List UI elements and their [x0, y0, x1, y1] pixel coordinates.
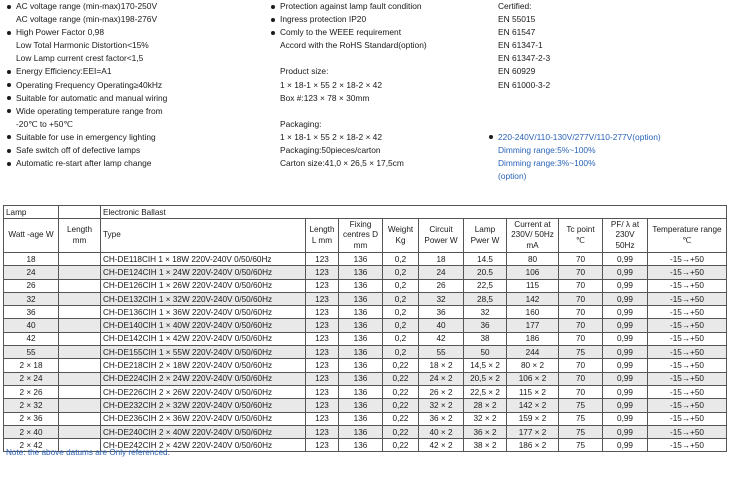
table-row — [4, 253, 727, 266]
feature-item: Energy Efficiency:EEI=A1 — [6, 65, 266, 78]
cell-circuit-power: 24 × 2 — [419, 372, 464, 385]
cell-type: CH-DE224CIH 2 × 24W 220V-240V 0/50/60Hz — [101, 372, 306, 385]
cell-weight: 0,2 — [383, 332, 419, 345]
cell-lamp-power: 36 — [464, 319, 507, 332]
cell-type: CH-DE218CIH 2 × 18W 220V-240V 0/50/60Hz — [101, 359, 306, 372]
cell-lamp-length — [59, 253, 101, 266]
cell-fixing: 136 — [339, 332, 383, 345]
cell-length: 123 — [306, 372, 339, 385]
cell-weight: 0,22 — [383, 372, 419, 385]
cell-lamp-power: 20,5 × 2 — [464, 372, 507, 385]
cell-length: 123 — [306, 292, 339, 305]
cell-current: 80 — [507, 253, 559, 266]
cell-current: 160 — [507, 306, 559, 319]
cell-circuit-power: 32 — [419, 292, 464, 305]
cell-type: CH-DE226CIH 2 × 26W 220V-240V 0/50/60Hz — [101, 385, 306, 398]
cell-fixing: 136 — [339, 399, 383, 412]
cell-circuit-power: 18 × 2 — [419, 359, 464, 372]
cell-length: 123 — [306, 425, 339, 438]
cert-item: EN 61347-2-3 — [498, 53, 551, 64]
table-row — [4, 279, 727, 292]
cell-wattage: 24 — [4, 266, 59, 279]
cell-tc-point: 70 — [559, 253, 603, 266]
cell-lamp-power: 36 × 2 — [464, 425, 507, 438]
cell-weight: 0,22 — [383, 399, 419, 412]
cell-lamp-length — [59, 266, 101, 279]
cell-weight: 0,22 — [383, 359, 419, 372]
cell-temp-range: -15→+50 — [648, 385, 727, 398]
cell-tc-point: 70 — [559, 292, 603, 305]
cell-fixing: 136 — [339, 359, 383, 372]
product-size-box: Box #:123 × 78 × 30mm — [280, 92, 370, 103]
cell-tc-point: 70 — [559, 279, 603, 292]
cell-weight: 0,2 — [383, 279, 419, 292]
cell-tc-point: 70 — [559, 385, 603, 398]
cell-fixing: 136 — [339, 385, 383, 398]
product-size-label: Product size: — [280, 66, 329, 77]
cell-lamp-length — [59, 385, 101, 398]
cell-temp-range: -15→+50 — [648, 399, 727, 412]
cell-lamp-length — [59, 319, 101, 332]
carton-size: Carton size:41,0 × 26,5 × 17,5cm — [280, 158, 404, 169]
cell-type: CH-DE232CIH 2 × 32W 220V-240V 0/50/60Hz — [101, 399, 306, 412]
cell-fixing: 136 — [339, 439, 383, 452]
cell-circuit-power: 32 × 2 — [419, 399, 464, 412]
cell-lamp-power: 22,5 — [464, 279, 507, 292]
cell-circuit-power: 26 — [419, 279, 464, 292]
cell-type: CH-DE132CIH 1 × 32W 220V-240V 0/50/60Hz — [101, 292, 306, 305]
certified-list — [488, 13, 728, 92]
cell-length: 123 — [306, 332, 339, 345]
certified-label: Certified: — [498, 1, 532, 11]
cell-pf: 0,99 — [603, 346, 648, 359]
cell-pf: 0,99 — [603, 412, 648, 425]
lamp-group-header: Lamp — [4, 206, 59, 219]
col-tc-point: Tc point ℃ — [559, 219, 603, 253]
cert-item: EN 61547 — [498, 27, 536, 38]
product-info — [270, 0, 490, 170]
cell-tc-point: 75 — [559, 346, 603, 359]
cell-type: CH-DE236CIH 2 × 36W 220V-240V 0/50/60Hz — [101, 412, 306, 425]
col-weight: Weight Kg — [383, 219, 419, 253]
feature-item: High Power Factor 0,98 — [6, 26, 266, 39]
table-row — [4, 425, 727, 438]
table-row — [4, 266, 727, 279]
rohs-text: Accord with the RoHS Standard(option) — [280, 40, 427, 51]
cell-length: 123 — [306, 399, 339, 412]
cell-type: CH-DE240CIH 2 × 40W 220V-240V 0/50/60Hz — [101, 425, 306, 438]
cell-pf: 0,99 — [603, 292, 648, 305]
cell-temp-range: -15→+50 — [648, 346, 727, 359]
cell-circuit-power: 40 × 2 — [419, 425, 464, 438]
cert-item: EN 61347-1 — [498, 40, 543, 51]
cell-fixing: 136 — [339, 372, 383, 385]
cell-pf: 0,99 — [603, 359, 648, 372]
dimming-option: (option) — [498, 171, 527, 182]
feature-item: Low Lamp current crest factor<1,5 — [16, 53, 144, 64]
cell-wattage: 18 — [4, 253, 59, 266]
table-row — [4, 292, 727, 305]
col-temp-range: Temperature range ℃ — [648, 219, 727, 253]
table-row — [4, 346, 727, 359]
cell-pf: 0,99 — [603, 253, 648, 266]
cell-fixing: 136 — [339, 346, 383, 359]
col-pf: PF/ λ at 230V 50Hz — [603, 219, 648, 253]
cell-wattage: 55 — [4, 346, 59, 359]
cell-type: CH-DE142CIH 1 × 42W 220V-240V 0/50/60Hz — [101, 332, 306, 345]
cell-lamp-length — [59, 332, 101, 345]
product-size-range: 1 × 18-1 × 55 2 × 18-2 × 42 — [280, 79, 382, 90]
col-circuit-power: Circuit Power W — [419, 219, 464, 253]
cell-lamp-power: 14.5 — [464, 253, 507, 266]
cell-temp-range: -15→+50 — [648, 412, 727, 425]
protection-text: Protection against lamp fault condition — [270, 0, 490, 13]
ballast-group-header: Electronic Ballast — [101, 206, 727, 219]
cell-lamp-length — [59, 306, 101, 319]
col-lamp-power: Lamp Pwer W — [464, 219, 507, 253]
cell-current: 177 — [507, 319, 559, 332]
cell-tc-point: 70 — [559, 266, 603, 279]
cell-fixing: 136 — [339, 306, 383, 319]
cell-current: 115 × 2 — [507, 385, 559, 398]
voltage-option: 220-240V/110-130V/277V/110-277V(option) — [488, 131, 728, 144]
cell-tc-point: 70 — [559, 359, 603, 372]
cell-lamp-power: 28 × 2 — [464, 399, 507, 412]
cell-pf: 0,99 — [603, 332, 648, 345]
cell-fixing: 136 — [339, 319, 383, 332]
table-row — [4, 306, 727, 319]
cell-fixing: 136 — [339, 253, 383, 266]
cell-current: 106 × 2 — [507, 372, 559, 385]
cell-pf: 0,99 — [603, 399, 648, 412]
cell-pf: 0,99 — [603, 266, 648, 279]
cell-length: 123 — [306, 385, 339, 398]
feature-item: Low Total Harmonic Distortion<15% — [16, 40, 149, 51]
cell-tc-point: 70 — [559, 372, 603, 385]
cell-current: 159 × 2 — [507, 412, 559, 425]
cell-lamp-power: 32 — [464, 306, 507, 319]
ingress-text: Ingress protection IP20 — [270, 13, 490, 26]
cell-pf: 0,99 — [603, 319, 648, 332]
cell-lamp-power: 38 — [464, 332, 507, 345]
cell-circuit-power: 18 — [419, 253, 464, 266]
cell-lamp-length — [59, 359, 101, 372]
cell-tc-point: 70 — [559, 332, 603, 345]
cert-item: EN 61000-3-2 — [498, 79, 551, 90]
cell-current: 244 — [507, 346, 559, 359]
packaging-pieces: Packaging:50pieces/carton — [280, 145, 381, 156]
certification-info — [488, 0, 728, 183]
cell-tc-point: 75 — [559, 425, 603, 438]
cell-lamp-power: 38 × 2 — [464, 439, 507, 452]
cell-pf: 0,99 — [603, 372, 648, 385]
cell-circuit-power: 55 — [419, 346, 464, 359]
cell-lamp-power: 22,5 × 2 — [464, 385, 507, 398]
cell-length: 123 — [306, 319, 339, 332]
cell-weight: 0,22 — [383, 425, 419, 438]
cell-lamp-power: 50 — [464, 346, 507, 359]
cell-type: CH-DE136CIH 1 × 36W 220V-240V 0/50/60Hz — [101, 306, 306, 319]
spec-table — [3, 205, 727, 452]
cell-length: 123 — [306, 439, 339, 452]
cell-lamp-length — [59, 346, 101, 359]
cell-type: CH-DE126CIH 1 × 26W 220V-240V 0/50/60Hz — [101, 279, 306, 292]
feature-item: Automatic re-start after lamp change — [6, 157, 266, 170]
cell-tc-point: 70 — [559, 306, 603, 319]
cell-tc-point: 75 — [559, 399, 603, 412]
feature-item: -20℃ to +50℃ — [16, 118, 73, 129]
weee-text: Comly to the WEEE requirement — [270, 26, 490, 39]
feature-list — [6, 0, 266, 170]
cell-type: CH-DE118CIH 1 × 18W 220V-240V 0/50/60Hz — [101, 253, 306, 266]
cell-weight: 0,22 — [383, 439, 419, 452]
cell-temp-range: -15→+50 — [648, 279, 727, 292]
cell-temp-range: -15→+50 — [648, 266, 727, 279]
cell-fixing: 136 — [339, 279, 383, 292]
cell-length: 123 — [306, 266, 339, 279]
cell-lamp-length — [59, 372, 101, 385]
cell-length: 123 — [306, 253, 339, 266]
cell-temp-range: -15→+50 — [648, 359, 727, 372]
cell-fixing: 136 — [339, 266, 383, 279]
dimming-range-1: Dimming range:5%~100% — [498, 145, 596, 156]
cell-wattage: 2 × 36 — [4, 412, 59, 425]
feature-item: AC voltage range (min-max)198-276V — [16, 14, 158, 25]
cell-temp-range: -15→+50 — [648, 372, 727, 385]
cell-pf: 0,99 — [603, 425, 648, 438]
cell-wattage: 2 × 40 — [4, 425, 59, 438]
cell-current: 142 × 2 — [507, 399, 559, 412]
cell-fixing: 136 — [339, 412, 383, 425]
cell-tc-point: 70 — [559, 319, 603, 332]
cell-temp-range: -15→+50 — [648, 425, 727, 438]
cell-wattage: 2 × 26 — [4, 385, 59, 398]
cell-current: 80 × 2 — [507, 359, 559, 372]
cell-wattage: 42 — [4, 332, 59, 345]
cell-current: 106 — [507, 266, 559, 279]
col-length: Length L mm — [306, 219, 339, 253]
cell-temp-range: -15→+50 — [648, 253, 727, 266]
cell-circuit-power: 42 — [419, 332, 464, 345]
cell-length: 123 — [306, 279, 339, 292]
feature-item: Wide operating temperature range from — [6, 105, 266, 118]
dimming-range-2: Dimming range:3%~100% — [498, 158, 596, 169]
cell-tc-point: 75 — [559, 412, 603, 425]
cell-pf: 0,99 — [603, 439, 648, 452]
cell-lamp-power: 28,5 — [464, 292, 507, 305]
cell-wattage: 36 — [4, 306, 59, 319]
cell-wattage: 32 — [4, 292, 59, 305]
cell-circuit-power: 24 — [419, 266, 464, 279]
feature-item: Safe switch off of defective lamps — [6, 144, 266, 157]
cert-item: EN 55015 — [498, 14, 536, 25]
cell-lamp-length — [59, 412, 101, 425]
col-type: Type — [101, 219, 306, 253]
cell-length: 123 — [306, 359, 339, 372]
cell-current: 142 — [507, 292, 559, 305]
cell-weight: 0,22 — [383, 412, 419, 425]
cell-current: 186 — [507, 332, 559, 345]
table-row — [4, 385, 727, 398]
cell-tc-point: 75 — [559, 439, 603, 452]
table-row — [4, 359, 727, 372]
cell-type: CH-DE124CIH 1 × 24W 220V-240V 0/50/60Hz — [101, 266, 306, 279]
table-row — [4, 372, 727, 385]
cell-type: CH-DE242CIH 2 × 42W 220V-240V 0/50/60Hz — [101, 439, 306, 452]
cell-current: 186 × 2 — [507, 439, 559, 452]
col-lamp-length: Length mm — [59, 219, 101, 253]
cell-fixing: 136 — [339, 292, 383, 305]
cell-wattage: 26 — [4, 279, 59, 292]
cell-weight: 0,2 — [383, 292, 419, 305]
cell-lamp-length — [59, 279, 101, 292]
cell-length: 123 — [306, 346, 339, 359]
packaging-range: 1 × 18-1 × 55 2 × 18-2 × 42 — [280, 131, 382, 142]
cell-wattage: 2 × 32 — [4, 399, 59, 412]
cell-weight: 0,2 — [383, 346, 419, 359]
cell-lamp-power: 32 × 2 — [464, 412, 507, 425]
feature-item: AC voltage range (min-max)170-250V — [6, 0, 266, 13]
cell-circuit-power: 42 × 2 — [419, 439, 464, 452]
cell-temp-range: -15→+50 — [648, 306, 727, 319]
cell-length: 123 — [306, 412, 339, 425]
cell-weight: 0,22 — [383, 385, 419, 398]
table-row — [4, 319, 727, 332]
cell-circuit-power: 36 — [419, 306, 464, 319]
cell-weight: 0,2 — [383, 319, 419, 332]
table-row — [4, 412, 727, 425]
footnote: Note: the above datums are Only referenced. — [6, 448, 170, 457]
cell-type: CH-DE155CIH 1 × 55W 220V-240V 0/50/60Hz — [101, 346, 306, 359]
cell-current: 177 × 2 — [507, 425, 559, 438]
cell-pf: 0,99 — [603, 279, 648, 292]
cell-wattage: 40 — [4, 319, 59, 332]
cell-lamp-length — [59, 399, 101, 412]
feature-item: Operating Frequency Operating≥40kHz — [6, 79, 266, 92]
col-current: Current at 230V/ 50Hz mA — [507, 219, 559, 253]
cell-temp-range: -15→+50 — [648, 319, 727, 332]
cell-weight: 0,2 — [383, 253, 419, 266]
cell-wattage: 2 × 24 — [4, 372, 59, 385]
cert-item: EN 60929 — [498, 66, 536, 77]
cell-length: 123 — [306, 306, 339, 319]
cell-lamp-length — [59, 292, 101, 305]
feature-item: Suitable for automatic and manual wiring — [6, 92, 266, 105]
cell-temp-range: -15→+50 — [648, 439, 727, 452]
cell-weight: 0,2 — [383, 306, 419, 319]
cell-fixing: 136 — [339, 425, 383, 438]
col-fixing: Fixing centres D mm — [339, 219, 383, 253]
cell-weight: 0,2 — [383, 266, 419, 279]
cell-type: CH-DE140CIH 1 × 40W 220V-240V 0/50/60Hz — [101, 319, 306, 332]
cell-circuit-power: 26 × 2 — [419, 385, 464, 398]
col-wattage: Watt -age W — [4, 219, 59, 253]
cell-pf: 0,99 — [603, 306, 648, 319]
packaging-label: Packaging: — [280, 118, 322, 129]
cell-temp-range: -15→+50 — [648, 332, 727, 345]
cell-temp-range: -15→+50 — [648, 292, 727, 305]
cell-wattage: 2 × 42 — [4, 439, 59, 452]
table-row — [4, 332, 727, 345]
cell-circuit-power: 36 × 2 — [419, 412, 464, 425]
cell-lamp-power: 20.5 — [464, 266, 507, 279]
cell-lamp-power: 14,5 × 2 — [464, 359, 507, 372]
cell-pf: 0,99 — [603, 385, 648, 398]
cell-circuit-power: 40 — [419, 319, 464, 332]
feature-item: Suitable for use in emergency lighting — [6, 131, 266, 144]
table-row — [4, 399, 727, 412]
cell-wattage: 2 × 18 — [4, 359, 59, 372]
cell-current: 115 — [507, 279, 559, 292]
cell-lamp-length — [59, 425, 101, 438]
